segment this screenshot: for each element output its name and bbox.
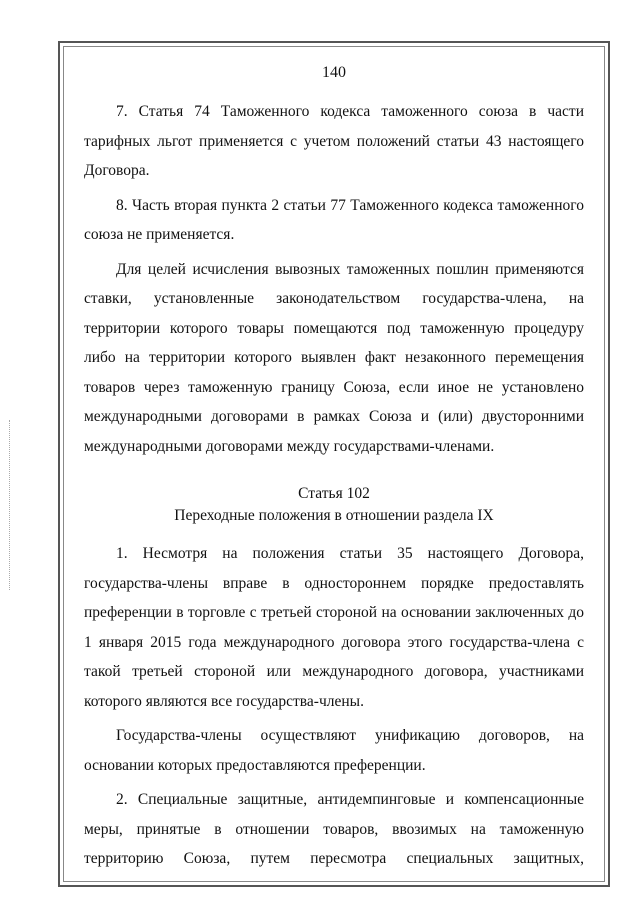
paragraph-export-duties: Для целей исчисления вывозных таможенных пошлин применяются ставки, установленные законодательством государства-члена, на территории которого товары помещаются под таможенную процедуру либо на территории которого выявлен факт незаконного перемещения товаров через таможенную границу Союза, если иное не установлено международными договорами в рамках Союза и (или) двусторонними международными договорами между государствами-членами. xyxy=(84,260,584,455)
article-subtitle: Переходные положения в отношении раздела IX xyxy=(174,507,494,524)
paragraph-item-8: 8. Часть вторая пункта 2 статьи 77 Таможенного кодекса таможенного союза не применяется. xyxy=(84,196,584,243)
paragraph-unification: Государства-члены осуществляют унификацию договоров, на основании которых предоставляются преференции. xyxy=(84,727,584,774)
document-body xyxy=(84,58,584,879)
scan-margin-marks xyxy=(9,420,11,590)
paragraph-article-item-2: 2. Специальные защитные, антидемпинговые и компенсационные меры, принятые в отношении товаров, ввозимых на таможенную территорию Союза, путем пересмотра специальных защитных, xyxy=(84,791,584,867)
paragraph-article-item-1: 1. Несмотря на положения статьи 35 настоящего Договора, государства-члены вправе в одностороннем порядке предоставлять преференции в торговле с третьей стороной на основании заключенных до 1 января 2015 года международного договора этого государства-члена с такой третьей стороной или международного договора, участниками которого являются все государства-члены. xyxy=(84,545,584,710)
paragraph-item-7: 7. Статья 74 Таможенного кодекса таможенного союза в части тарифных льгот применяется с учетом положений статьи 43 настоящего Договора. xyxy=(84,103,584,179)
page-number: 140 xyxy=(322,64,346,81)
article-title: Статья 102 xyxy=(298,485,370,502)
